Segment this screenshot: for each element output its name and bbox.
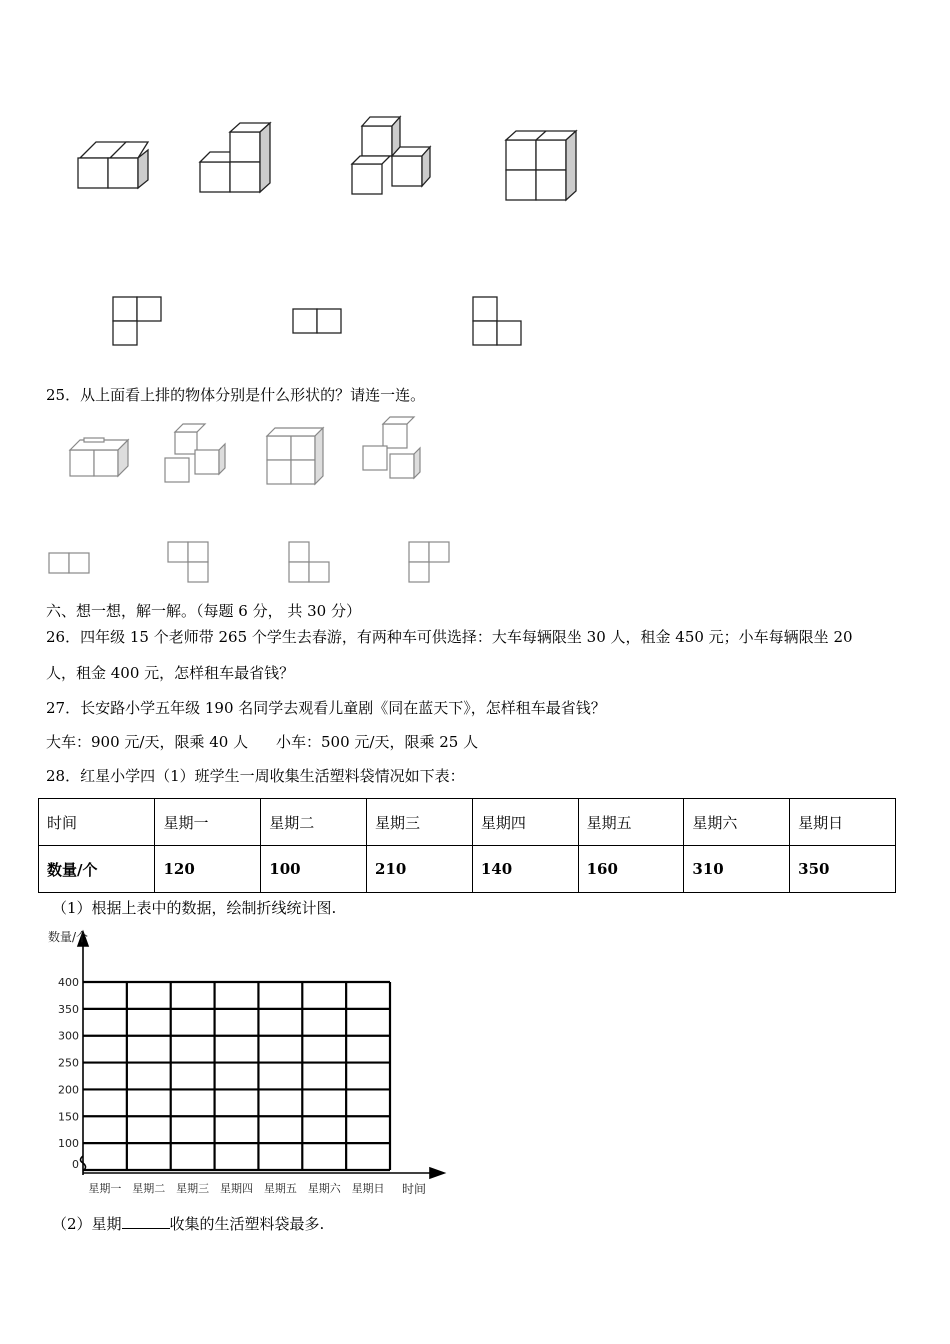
table-cell: 星期六 [684, 799, 790, 846]
question-25: 25．从上面看上排的物体分别是什么形状的？请连一连。 [46, 386, 426, 404]
data-table [38, 798, 896, 893]
question-28-part1: （1）根据上表中的数据，绘制折线统计图. [52, 899, 337, 917]
y-tick-label: 400 [58, 976, 79, 989]
table-cell: 210 [367, 846, 473, 893]
table-cell: 310 [684, 846, 790, 893]
line-chart [0, 920, 480, 1210]
table-cell: 星期三 [367, 799, 473, 846]
table-cell: 星期一 [155, 799, 261, 846]
question-26-line1: 26．四年级 15 个老师带 265 个学生去春游，有两种车可供选择：大车每辆限坐 30 人，租金 450 元；小车每辆限坐 20 [46, 628, 853, 646]
x-tick-label: 星期六 [307, 1182, 341, 1195]
question-27-small-bus: 小车：500 元/天，限乘 25 人 [276, 733, 479, 751]
table-cell: 星期二 [261, 799, 367, 846]
x-axis-arrow [430, 1168, 444, 1178]
question-26-line2: 人，租金 400 元，怎样租车最省钱？ [46, 664, 295, 682]
cube-objects-top [0, 0, 950, 360]
answer-blank[interactable] [122, 1214, 170, 1229]
x-tick-label: 星期三 [176, 1182, 210, 1195]
part2-suffix: 收集的生活塑料袋最多. [169, 1215, 325, 1233]
question-28-part2 [52, 1214, 324, 1234]
x-tick-label: 星期日 [351, 1182, 385, 1195]
table-cell: 350 [790, 846, 896, 893]
y-tick-label: 100 [58, 1137, 79, 1151]
table-cell: 160 [578, 846, 684, 893]
table-cell: 星期日 [790, 799, 896, 846]
x-tick-label: 星期二 [132, 1182, 166, 1195]
x-tick-label: 星期四 [220, 1182, 253, 1195]
part2-prefix: （2）星期 [52, 1215, 122, 1233]
x-axis-title: 时间 [402, 1182, 427, 1196]
table-cell: 星期五 [578, 799, 684, 846]
y-tick-label: 350 [58, 1002, 79, 1016]
x-tick-label: 星期一 [88, 1182, 122, 1195]
y-tick-label: 300 [58, 1029, 79, 1043]
y-tick-label: 0 [72, 1158, 79, 1171]
table-cell: 数量/个 [39, 846, 155, 893]
section-6-title: 六、想一想，解一解。（每题 6 分， 共 30 分） [46, 602, 361, 620]
table-header-row [39, 799, 896, 846]
table-cell: 星期四 [472, 799, 578, 846]
y-tick-label: 200 [58, 1083, 79, 1097]
y-axis-title: 数量/个 [48, 930, 89, 944]
q25-cube-figures [0, 410, 950, 590]
question-27-line1: 27．长安路小学五年级 190 名同学去观看儿童剧《同在蓝天下》，怎样租车最省钱？ [46, 699, 606, 717]
question-28: 28．红星小学四（1）班学生一周收集生活塑料袋情况如下表： [46, 767, 465, 785]
table-cell: 时间 [39, 799, 155, 846]
y-tick-label: 150 [58, 1110, 79, 1124]
table-cell: 100 [261, 846, 367, 893]
table-cell: 120 [155, 846, 261, 893]
question-27-big-bus: 大车：900 元/天，限乘 40 人 [46, 733, 249, 751]
table-values-row [39, 846, 896, 893]
y-tick-label: 250 [58, 1056, 79, 1070]
table-cell: 140 [472, 846, 578, 893]
x-tick-label: 星期五 [263, 1182, 297, 1195]
